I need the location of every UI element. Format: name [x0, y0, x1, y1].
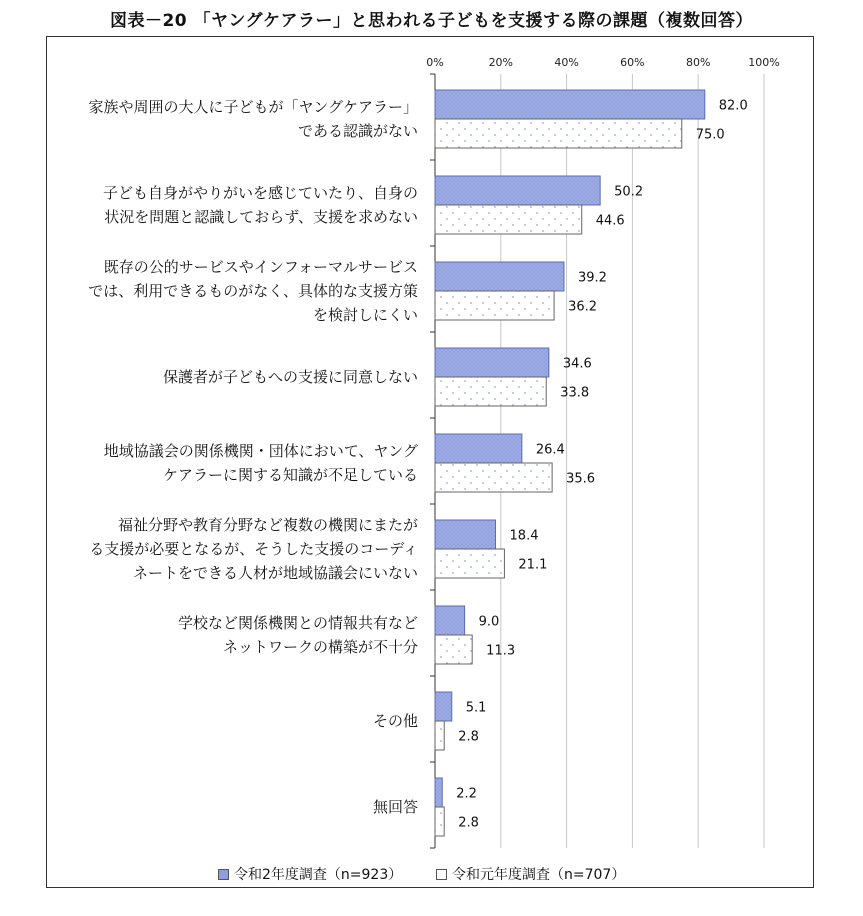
bar-series2 [435, 807, 444, 836]
category-label: 学校など関係機関との情報共有など [177, 614, 418, 632]
legend-label-series1: 令和2年度調査（n=923） [234, 867, 403, 883]
bar-series2 [435, 119, 682, 148]
bar-series1 [435, 778, 442, 807]
data-label: 44.6 [595, 213, 625, 229]
category-label: を検討しにくい [312, 306, 418, 324]
data-label: 2.2 [456, 786, 477, 802]
bar-series1 [435, 348, 549, 377]
data-label: 50.2 [614, 184, 644, 200]
category-label: 保護者が子どもへの支援に同意しない [162, 368, 418, 386]
x-tick-label: 60% [620, 56, 645, 69]
x-tick-label: 40% [554, 56, 579, 69]
category-label: その他 [372, 712, 418, 730]
data-label: 9.0 [478, 614, 500, 630]
bar-series1 [435, 692, 452, 721]
category-label: 家族や周囲の大人に子どもが「ヤングケアラー」 [88, 98, 418, 116]
x-tick-label: 80% [685, 56, 711, 69]
bar-series2 [435, 377, 546, 406]
bar-series2 [435, 549, 504, 578]
data-label: 82.0 [718, 98, 748, 114]
legend-swatch-series1 [218, 869, 229, 880]
bar-series1 [435, 520, 496, 549]
category-label: である認識がない [297, 122, 418, 140]
data-label: 2.8 [458, 815, 479, 831]
bar-series2 [435, 721, 444, 750]
bar-series2 [435, 205, 582, 234]
chart-title: 図表－20 「ヤングケアラー」と思われる子どもを支援する際の課題（複数回答） [109, 11, 754, 31]
data-label: 35.6 [566, 471, 596, 487]
data-label: 33.8 [560, 385, 590, 401]
data-label: 26.4 [535, 442, 565, 458]
category-label: 福祉分野や教育分野など複数の機関にまたが [117, 516, 418, 534]
category-label: る支援が必要となるが、そうした支援のコーディ [89, 540, 418, 558]
x-tick-label: 0% [426, 56, 444, 69]
category-label: 状況を問題と認識しておらず、支援を求めない [104, 208, 418, 226]
data-label: 11.3 [486, 643, 516, 659]
data-label: 36.2 [568, 299, 598, 315]
category-label: では、利用できるものがなく、具体的な支援方策 [88, 282, 418, 300]
category-label: 地域協議会の関係機関・団体において、ヤング [103, 442, 418, 460]
data-label: 75.0 [695, 127, 725, 143]
bar-series1 [435, 434, 522, 463]
category-label: ネットワークの構築が不十分 [222, 638, 418, 656]
category-label: 既存の公的サービスやインフォーマルサービス [103, 258, 418, 276]
category-label: 無回答 [372, 798, 418, 816]
data-label: 18.4 [509, 528, 539, 544]
data-label: 21.1 [518, 557, 548, 573]
bar-series1 [435, 262, 564, 291]
legend-label-series2: 令和元年度調査（n=707） [452, 867, 626, 883]
data-label: 5.1 [465, 700, 487, 716]
legend-swatch-series2 [436, 869, 447, 880]
category-label: ネートをできる人材が地域協議会にいない [132, 564, 418, 582]
bar-series2 [435, 463, 552, 492]
data-label: 39.2 [577, 270, 607, 286]
data-label: 34.6 [562, 356, 592, 372]
x-tick-label: 100% [748, 56, 780, 69]
category-label: ケアラーに関する知識が不足している [162, 466, 418, 484]
legend-item-series2 [436, 864, 625, 884]
bar-series2 [435, 291, 554, 320]
data-label: 2.8 [458, 729, 479, 745]
bar-series1 [435, 176, 600, 205]
bar-series2 [435, 635, 472, 664]
category-label: 子ども自身がやりがいを感じていたり、自身の [102, 184, 418, 202]
bar-series1 [435, 90, 705, 119]
x-tick-label: 20% [488, 56, 514, 69]
bar-series1 [435, 606, 465, 635]
legend-item-series1 [218, 864, 402, 884]
